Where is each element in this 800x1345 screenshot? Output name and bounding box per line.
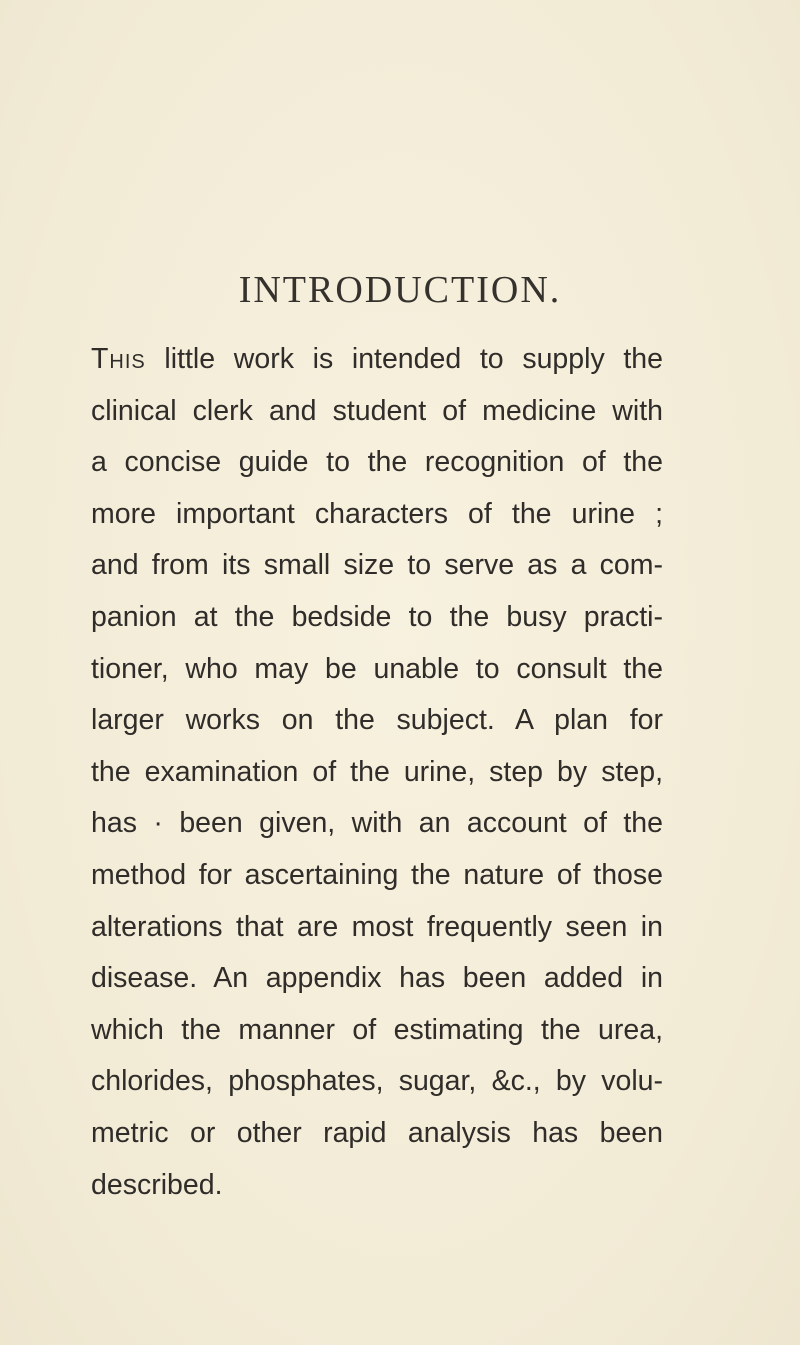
paragraph-line: tioner, who may be unable to consult the [91, 652, 663, 685]
paragraph-line: has · been given, with an account of the [91, 807, 663, 840]
paragraph-line: clinical clerk and student of medicine with [91, 394, 663, 427]
paragraph-line: alterations that are most frequently seen in [91, 910, 663, 943]
paragraph-line-text: little work is intended to supply the [145, 343, 663, 375]
paragraph-line: described. [91, 1168, 223, 1201]
paragraph-line: chlorides, phosphates, sugar, &c., by volu- [91, 1065, 663, 1098]
paragraph-line: panion at the bedside to the busy practi- [91, 600, 663, 633]
paragraph-line: more important characters of the urine ; [91, 497, 663, 530]
paragraph-line: and from its small size to serve as a com- [91, 549, 663, 582]
paragraph-line [91, 334, 663, 386]
introduction-paragraph [91, 334, 663, 1211]
paragraph-line: method for ascertaining the nature of those [91, 858, 663, 891]
paragraph-line: which the manner of estimating the urea, [91, 1013, 663, 1046]
page-title: INTRODUCTION. [238, 269, 562, 311]
paragraph-line: disease. An appendix has been added in [91, 962, 663, 995]
paragraph-line: metric or other rapid analysis has been [91, 1116, 663, 1149]
paragraph-line: the examination of the urine, step by step, [91, 755, 663, 788]
paragraph-line: a concise guide to the recognition of the [91, 446, 663, 479]
paragraph-first-word: This [91, 343, 146, 375]
paragraph-line: larger works on the subject. A plan for [91, 704, 663, 737]
